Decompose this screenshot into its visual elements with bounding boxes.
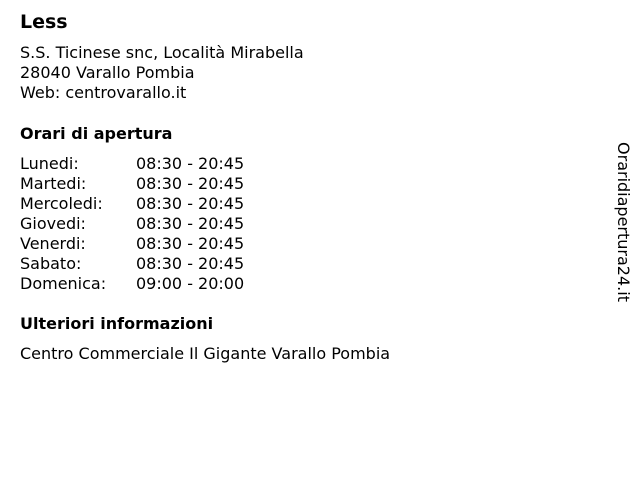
address-city: 28040 Varallo Pombia bbox=[20, 63, 195, 82]
store-name: Less bbox=[20, 11, 68, 33]
day-label: Mercoledi: bbox=[20, 194, 103, 213]
day-label: Lunedi: bbox=[20, 154, 79, 173]
hours-row bbox=[20, 214, 244, 234]
address-street: S.S. Ticinese snc, Località Mirabella bbox=[20, 43, 304, 62]
day-label: Sabato: bbox=[20, 254, 82, 273]
time-range: 09:00 - 20:00 bbox=[136, 274, 245, 293]
hours-row bbox=[20, 234, 244, 254]
additional-info-title: Ulteriori informazioni bbox=[20, 314, 214, 333]
day-label: Domenica: bbox=[20, 274, 107, 293]
site-watermark: Oraridiapertura24.it bbox=[614, 142, 633, 302]
day-label: Martedi: bbox=[20, 174, 87, 193]
hours-row bbox=[20, 194, 244, 214]
day-label: Giovedi: bbox=[20, 214, 86, 233]
time-range: 08:30 - 20:45 bbox=[136, 254, 245, 273]
opening-hours-table bbox=[20, 154, 244, 294]
day-label: Venerdi: bbox=[20, 234, 86, 253]
hours-row bbox=[20, 254, 244, 274]
store-address-block bbox=[20, 43, 304, 103]
time-range: 08:30 - 20:45 bbox=[136, 234, 245, 253]
hours-row bbox=[20, 154, 244, 174]
time-range: 08:30 - 20:45 bbox=[136, 154, 245, 173]
opening-hours-title: Orari di apertura bbox=[20, 124, 173, 143]
hours-row bbox=[20, 174, 244, 194]
time-range: 08:30 - 20:45 bbox=[136, 214, 245, 233]
time-range: 08:30 - 20:45 bbox=[136, 174, 245, 193]
hours-row bbox=[20, 274, 244, 294]
time-range: 08:30 - 20:45 bbox=[136, 194, 245, 213]
additional-info-text: Centro Commerciale Il Gigante Varallo Pombia bbox=[20, 344, 391, 363]
website-link[interactable]: Web: centrovarallo.it bbox=[20, 83, 187, 102]
